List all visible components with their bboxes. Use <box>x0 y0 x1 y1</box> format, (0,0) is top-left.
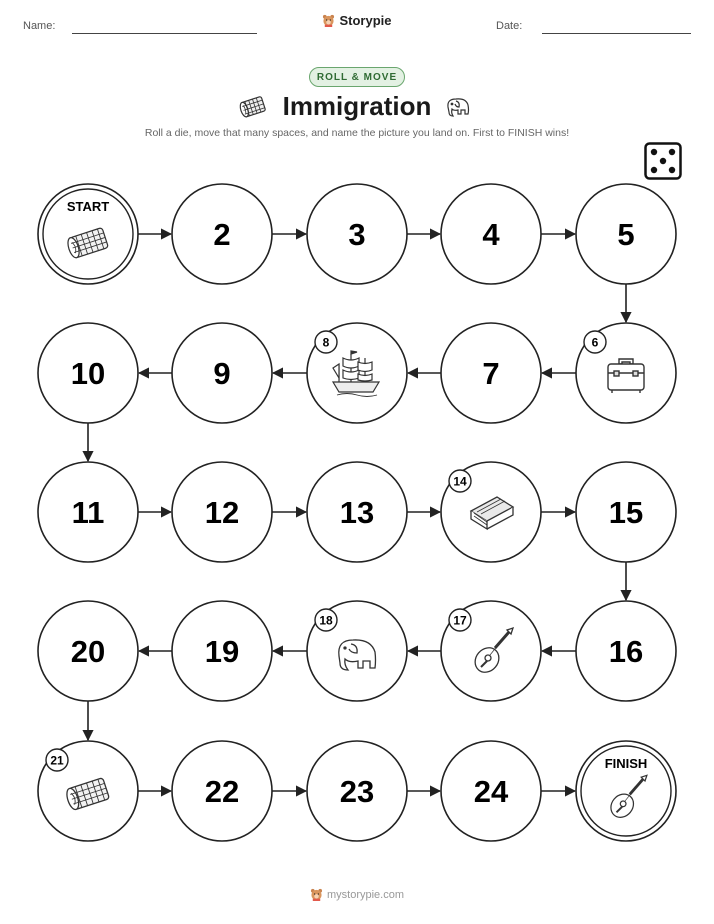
board-space[interactable] <box>441 323 541 423</box>
space-number: 3 <box>348 217 366 252</box>
space-number: 11 <box>71 495 105 530</box>
board-space[interactable] <box>38 184 138 284</box>
board-space[interactable] <box>307 601 407 701</box>
board-space[interactable] <box>576 462 676 562</box>
board-space[interactable] <box>172 601 272 701</box>
space-number: 7 <box>482 356 500 391</box>
board-space[interactable] <box>172 184 272 284</box>
board-space[interactable] <box>307 184 407 284</box>
suitcase-icon <box>608 359 644 393</box>
board-space[interactable] <box>38 323 138 423</box>
footer <box>0 888 714 904</box>
board-space[interactable] <box>441 184 541 284</box>
space-number: 18 <box>319 613 333 628</box>
space-number: 4 <box>482 217 500 252</box>
board-space[interactable] <box>576 741 676 841</box>
board-space[interactable] <box>172 741 272 841</box>
space-number: 17 <box>453 613 467 628</box>
space-number: 24 <box>473 774 509 809</box>
space-label: START <box>66 199 110 214</box>
space-number: 21 <box>50 753 64 768</box>
space-number: 15 <box>608 495 644 530</box>
bear-logo-icon <box>310 888 323 901</box>
space-number: 8 <box>322 335 330 350</box>
board-space[interactable] <box>441 601 541 701</box>
board-space[interactable] <box>172 323 272 423</box>
space-number: 9 <box>213 356 231 391</box>
space-number: 5 <box>617 217 635 252</box>
space-number: 23 <box>339 774 375 809</box>
board-space[interactable] <box>441 741 541 841</box>
space-number: 10 <box>70 356 106 391</box>
page-title: Immigration <box>282 91 432 121</box>
space-number: 6 <box>591 335 599 350</box>
board-space[interactable] <box>38 601 138 701</box>
board-space[interactable] <box>307 741 407 841</box>
board-space[interactable] <box>576 323 676 423</box>
board-space[interactable] <box>441 462 541 562</box>
space-label: FINISH <box>604 756 648 771</box>
space-number: 19 <box>204 634 240 669</box>
space-number: 20 <box>70 634 106 669</box>
space-number: 22 <box>204 774 240 809</box>
space-number: 14 <box>453 474 467 489</box>
activity-badge: ROLL & MOVE <box>309 67 405 87</box>
board-space[interactable] <box>38 741 138 841</box>
board-space[interactable] <box>576 601 676 701</box>
date-label: Date: <box>496 20 523 32</box>
space-number: 16 <box>608 634 644 669</box>
board-space[interactable] <box>576 184 676 284</box>
brand-name: Storypie <box>339 13 392 28</box>
board-space[interactable] <box>307 323 407 423</box>
space-number: 2 <box>213 217 231 252</box>
footer-url[interactable]: mystorypie.com <box>326 888 405 901</box>
instructions: Roll a die, move that many spaces, and name the picture you land on. First to FINISH wins! <box>144 127 570 139</box>
board-space[interactable] <box>172 462 272 562</box>
board-space[interactable] <box>38 462 138 562</box>
board-space[interactable] <box>307 462 407 562</box>
space-number: 12 <box>204 495 240 530</box>
name-label: Name: <box>23 20 56 32</box>
space-number: 13 <box>339 495 375 530</box>
